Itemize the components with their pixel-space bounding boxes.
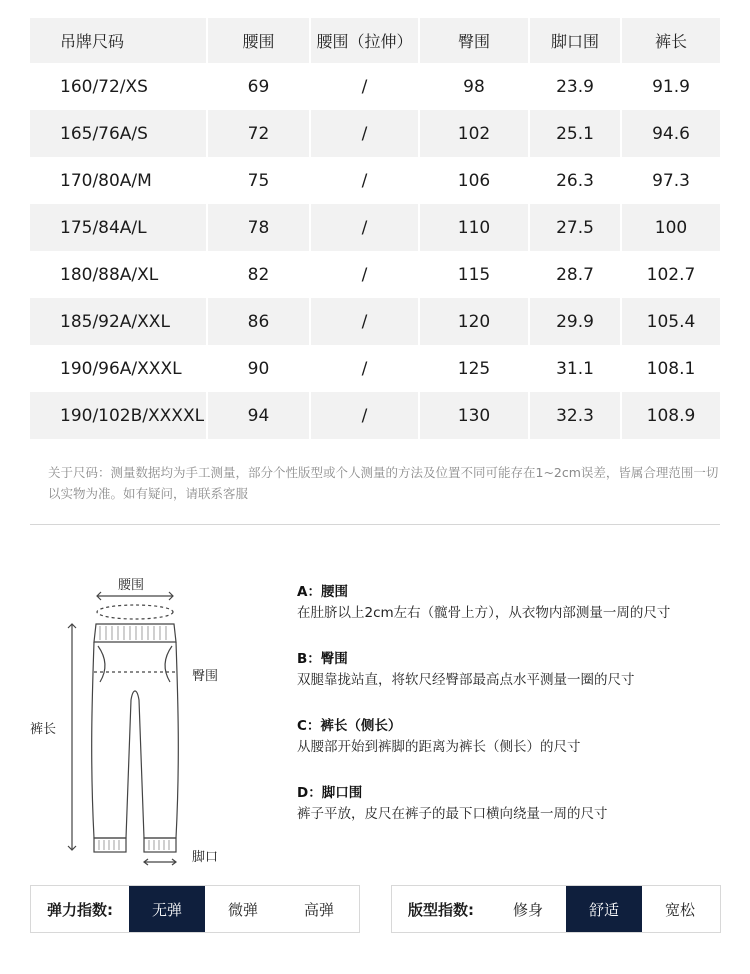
cell-waist: 78 [208, 204, 311, 251]
table-row [30, 110, 720, 157]
cell-size: 180/88A/XL [30, 251, 208, 298]
cell-waist-stretch: / [311, 157, 420, 204]
elasticity-option-slight[interactable]: 微弹 [227, 900, 258, 919]
fit-index [391, 885, 721, 933]
cell-length: 91.9 [652, 76, 690, 97]
elasticity-option-none[interactable]: 无弹 [129, 886, 205, 932]
measure-hem-title: D：脚口围 [297, 785, 363, 801]
elasticity-label: 弹力指数: [47, 900, 113, 919]
cell-waist-stretch: / [311, 345, 420, 392]
cell-length: 94.6 [652, 123, 690, 144]
table-row [30, 157, 720, 204]
cell-waist: 69 [208, 63, 311, 110]
cell-size: 160/72/XS [30, 63, 208, 110]
cell-waist-stretch: / [311, 110, 420, 157]
fit-option-slim[interactable]: 修身 [512, 900, 543, 919]
cell-hip: 98 [420, 63, 530, 110]
hip-label: 臀围 [192, 669, 219, 684]
cell-waist: 94 [208, 392, 311, 439]
cell-waist: 75 [208, 157, 311, 204]
header-length: 裤长 [654, 32, 687, 51]
measure-hem [297, 783, 737, 825]
table-row [30, 345, 720, 392]
fit-option-comfort[interactable]: 舒适 [566, 886, 642, 932]
cell-hem: 28.7 [530, 251, 622, 298]
cell-length: 105.4 [646, 311, 696, 332]
cell-waist-stretch: / [311, 251, 420, 298]
header-hem: 脚口围 [530, 18, 622, 63]
cell-waist: 90 [208, 345, 311, 392]
cell-size: 185/92A/XXL [30, 298, 208, 345]
waist-label: 腰围 [118, 578, 145, 593]
pants-outline-icon [0, 560, 290, 870]
cell-size: 165/76A/S [30, 110, 208, 157]
cell-hem: 25.1 [530, 110, 622, 157]
measure-length-desc: 从腰部开始到裤脚的距离为裤长（侧长）的尺寸 [297, 739, 581, 755]
cell-hem: 31.1 [530, 345, 622, 392]
measure-length-title: C：裤长（侧长） [297, 718, 402, 734]
measure-waist [297, 582, 737, 624]
cell-hem: 32.3 [530, 392, 622, 439]
cell-waist: 72 [208, 110, 311, 157]
length-label: 裤长 [30, 722, 57, 737]
header-hip: 臀围 [420, 18, 530, 63]
measure-hip [297, 649, 737, 691]
cell-hip: 120 [420, 298, 530, 345]
hem-label: 脚口 [192, 850, 219, 865]
measure-hip-desc: 双腿靠拢站直，将软尺经臀部最高点水平测量一圈的尺寸 [297, 672, 635, 688]
measure-hem-desc: 裤子平放，皮尺在裤子的最下口横向绕量一周的尺寸 [297, 806, 608, 822]
cell-hip: 125 [420, 345, 530, 392]
cell-hem: 29.9 [530, 298, 622, 345]
elasticity-index [30, 885, 360, 933]
cell-size: 175/84A/L [30, 204, 208, 251]
cell-waist-stretch: / [311, 298, 420, 345]
table-row [30, 63, 720, 110]
section-divider [30, 524, 720, 525]
cell-hip: 130 [420, 392, 530, 439]
cell-hem: 27.5 [530, 204, 622, 251]
cell-hip: 106 [420, 157, 530, 204]
cell-hip: 110 [420, 204, 530, 251]
cell-length: 108.1 [646, 358, 696, 379]
measure-length [297, 716, 737, 758]
header-waist: 腰围 [208, 18, 311, 63]
cell-length: 100 [654, 217, 688, 238]
cell-size: 190/102B/XXXXL [30, 392, 208, 439]
table-row [30, 251, 720, 298]
header-size: 吊牌尺码 [30, 18, 208, 63]
cell-waist: 82 [208, 251, 311, 298]
fit-option-loose[interactable]: 宽松 [664, 900, 695, 919]
pants-diagram [0, 560, 290, 870]
cell-waist-stretch: / [311, 392, 420, 439]
table-row [30, 298, 720, 345]
measure-waist-title: A：腰围 [297, 584, 348, 600]
elasticity-option-high[interactable]: 高弹 [303, 900, 334, 919]
cell-hip: 102 [420, 110, 530, 157]
cell-hem: 26.3 [530, 157, 622, 204]
cell-length: 108.9 [646, 405, 696, 426]
fit-label: 版型指数: [408, 900, 474, 919]
table-row [30, 204, 720, 251]
table-row [30, 392, 720, 439]
cell-length: 97.3 [652, 170, 690, 191]
size-table [30, 18, 720, 439]
size-note: 关于尺码：测量数据均为手工测量，部分个性版型或个人测量的方法及位置不同可能存在1~2cm误差，皆属合理范围一切以实物为准。如有疑问，请联系客服 [48, 465, 719, 501]
cell-waist: 86 [208, 298, 311, 345]
cell-hem: 23.9 [530, 63, 622, 110]
cell-waist-stretch: / [311, 63, 420, 110]
table-header-row [30, 18, 720, 63]
cell-size: 170/80A/M [30, 157, 208, 204]
cell-waist-stretch: / [311, 204, 420, 251]
cell-length: 102.7 [646, 264, 696, 285]
measure-hip-title: B：臀围 [297, 651, 348, 667]
header-waist-stretch: 腰围（拉伸） [311, 18, 420, 63]
cell-hip: 115 [420, 251, 530, 298]
measure-waist-desc: 在肚脐以上2cm左右（髋骨上方），从衣物内部测量一周的尺寸 [297, 605, 671, 621]
cell-size: 190/96A/XXXL [30, 345, 208, 392]
